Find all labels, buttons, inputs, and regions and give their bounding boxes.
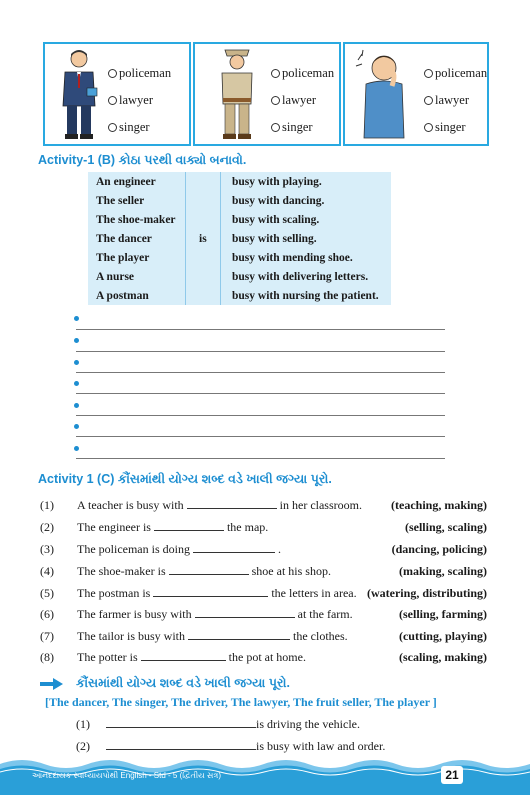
table-predicate: busy with delivering letters. [232,271,369,283]
table-subject: The shoe-maker [96,214,176,226]
answer-blank[interactable] [195,608,295,618]
man-in-suit-figure [49,46,109,142]
picture-box-2 [193,42,341,146]
table-subject: A postman [96,290,149,302]
table-predicate: busy with playing. [232,176,322,188]
question-row: (7) The tailor is busy with the clothes. [40,629,348,643]
table-subject: The dancer [96,233,152,245]
writing-line[interactable] [76,329,445,330]
option-policeman-1[interactable]: policeman [108,66,171,81]
page-number: 21 [441,766,463,784]
option-policeman-2[interactable]: policeman [271,66,334,81]
answer-blank[interactable] [106,740,256,750]
answer-blank[interactable] [154,521,224,531]
option-singer-3[interactable]: singer [424,120,466,135]
question-row: (4) The shoe-maker is shoe at his shop. [40,564,331,578]
question-row: (1) is driving the vehicle. [76,717,360,731]
boy-singing-figure [347,46,417,142]
activity-c-heading: Activity 1 (C) કૌંસમાંથી યોગ્ય શબ્દ વડે ખાલી જગ્યા પૂરો. [38,472,332,486]
writing-line[interactable] [76,458,445,459]
policeman-figure [207,46,267,142]
word-bank: [The dancer, The singer, The driver, The lawyer, The fruit seller, The player ] [45,695,437,709]
bullet-icon [74,338,79,343]
option-policeman-3[interactable]: policeman [424,66,487,81]
question-row: (1) A teacher is busy with in her classroom. [40,498,362,512]
option-lawyer-1[interactable]: lawyer [108,93,153,108]
question-row: (6) The farmer is busy with at the farm. [40,607,353,621]
bullet-icon [74,424,79,429]
answer-blank[interactable] [169,565,249,575]
radio-circle-icon[interactable] [271,96,280,105]
question-row: (5) The postman is the letters in area. [40,586,357,600]
question-row: (3) The policeman is doing . [40,542,281,556]
arrow-right-icon [40,677,64,691]
option-lawyer-2[interactable]: lawyer [271,93,316,108]
bullet-icon [74,403,79,408]
option-lawyer-3[interactable]: lawyer [424,93,469,108]
writing-line[interactable] [76,393,445,394]
radio-circle-icon[interactable] [271,123,280,132]
answer-options: (selling, scaling) [404,520,487,534]
bullet-icon [74,446,79,451]
radio-circle-icon[interactable] [108,96,117,105]
answer-options: (cutting, playing) [398,629,487,643]
answer-blank[interactable] [188,630,290,640]
table-subject: The player [96,252,150,264]
table-subject: An engineer [96,176,156,188]
answer-blank[interactable] [141,651,226,661]
table-subject: A nurse [96,271,135,283]
table-predicate: busy with nursing the patient. [232,290,379,302]
table-verb: is [199,233,207,245]
answer-blank[interactable] [153,587,268,597]
footer-title: આનંદદાયક સ્વાધ્યાયપોથી English - Std - 5 (દ્વિતીય સત્ર) [32,771,221,780]
writing-line[interactable] [76,436,445,437]
writing-line[interactable] [76,351,445,352]
answer-blank[interactable] [193,543,275,553]
option-singer-1[interactable]: singer [108,120,150,135]
writing-line[interactable] [76,372,445,373]
activity-d-heading: કૌંસમાંથી યોગ્ય શબ્દ વડે ખાલી જગ્યા પૂરો. [76,676,291,690]
answer-options: (watering, distributing) [367,586,487,600]
answer-options: (scaling, making) [398,650,487,664]
bullet-icon [74,360,79,365]
table-predicate: busy with mending shoe. [232,252,353,264]
bullet-icon [74,381,79,386]
answer-options: (selling, farming) [399,607,487,621]
radio-circle-icon[interactable] [424,69,433,78]
option-singer-2[interactable]: singer [271,120,313,135]
answer-options: (teaching, making) [391,498,487,512]
table-predicate: busy with selling. [232,233,317,245]
radio-circle-icon[interactable] [108,123,117,132]
table-subject: The seller [96,195,145,207]
question-row: (8) The potter is the pot at home. [40,650,306,664]
table-predicate: busy with dancing. [232,195,325,207]
bullet-icon [74,316,79,321]
radio-circle-icon[interactable] [424,123,433,132]
activity-b-heading: Activity-1 (B) કોઠા પરથી વાક્યો બનાવો. [38,153,247,167]
radio-circle-icon[interactable] [271,69,280,78]
table-predicate: busy with scaling. [232,214,320,226]
radio-circle-icon[interactable] [424,96,433,105]
question-row: (2) is busy with law and order. [76,739,386,753]
question-row: (2) The engineer is the map. [40,520,269,534]
answer-blank[interactable] [106,718,256,728]
answer-options: (dancing, policing) [391,542,487,556]
answer-blank[interactable] [187,499,277,509]
radio-circle-icon[interactable] [108,69,117,78]
writing-line[interactable] [76,415,445,416]
answer-options: (making, scaling) [398,564,487,578]
